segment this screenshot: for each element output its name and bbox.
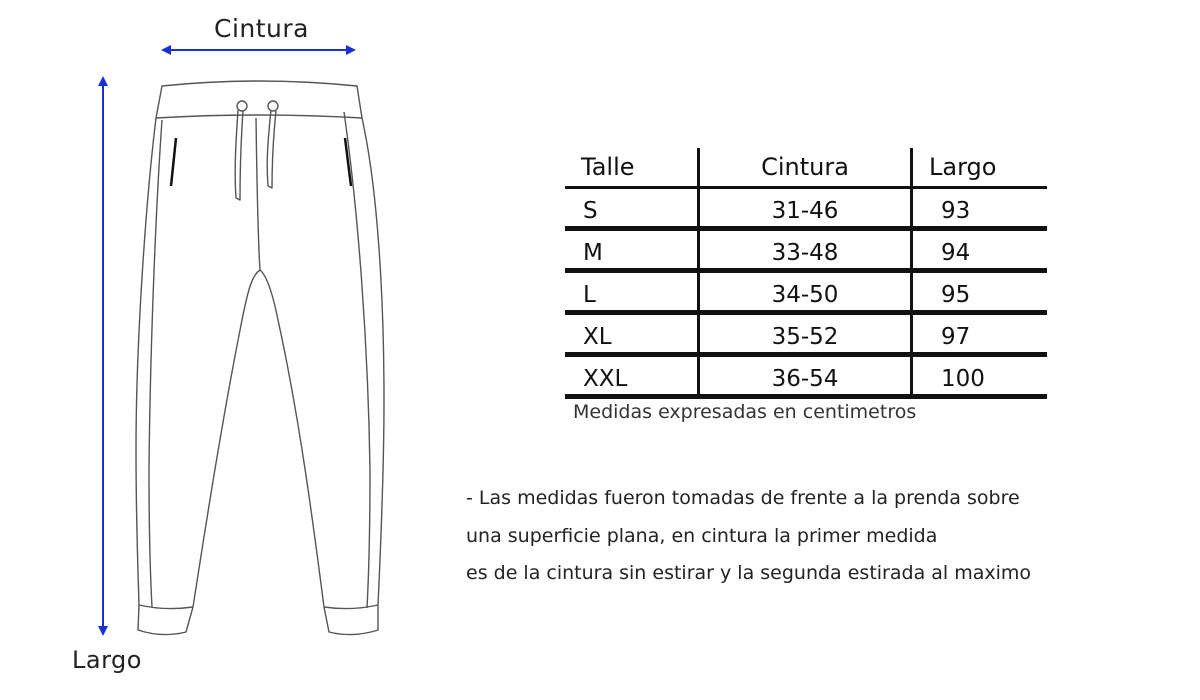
cell-waist: 33-48	[699, 229, 912, 271]
waist-label: Cintura	[214, 14, 309, 43]
left-pocket	[171, 138, 176, 186]
table-row	[565, 188, 1047, 229]
cell-size: XL	[565, 313, 699, 355]
cell-size: S	[565, 188, 699, 229]
measurement-notes	[466, 480, 1031, 593]
cell-length: 100	[912, 355, 1048, 397]
cell-size: XXL	[565, 355, 699, 397]
table-row	[565, 271, 1047, 313]
cell-length: 94	[912, 229, 1048, 271]
cell-waist: 31-46	[699, 188, 912, 229]
cell-length: 93	[912, 188, 1048, 229]
note-line: - Las medidas fueron tomadas de frente a la prenda sobre	[466, 487, 1020, 509]
cell-size: L	[565, 271, 699, 313]
cell-size: M	[565, 229, 699, 271]
header-largo: Largo	[912, 148, 1048, 188]
length-label: Largo	[72, 646, 142, 674]
table-row	[565, 229, 1047, 271]
table-note: Medidas expresadas en centimetros	[573, 401, 917, 423]
cell-length: 95	[912, 271, 1048, 313]
note-line: es de la cintura sin estirar y la segunda estirada al maximo	[466, 562, 1032, 584]
note-line: una superficie plana, en cintura la primer medida	[466, 524, 938, 547]
cell-waist: 36-54	[699, 355, 912, 397]
cell-waist: 35-52	[699, 313, 912, 355]
header-cintura: Cintura	[699, 148, 912, 188]
size-table	[565, 148, 1047, 399]
table-row	[565, 355, 1047, 397]
header-talle: Talle	[565, 148, 699, 188]
cell-waist: 34-50	[699, 271, 912, 313]
table-row	[565, 313, 1047, 355]
table-header-row	[565, 148, 1047, 188]
cell-length: 97	[912, 313, 1048, 355]
